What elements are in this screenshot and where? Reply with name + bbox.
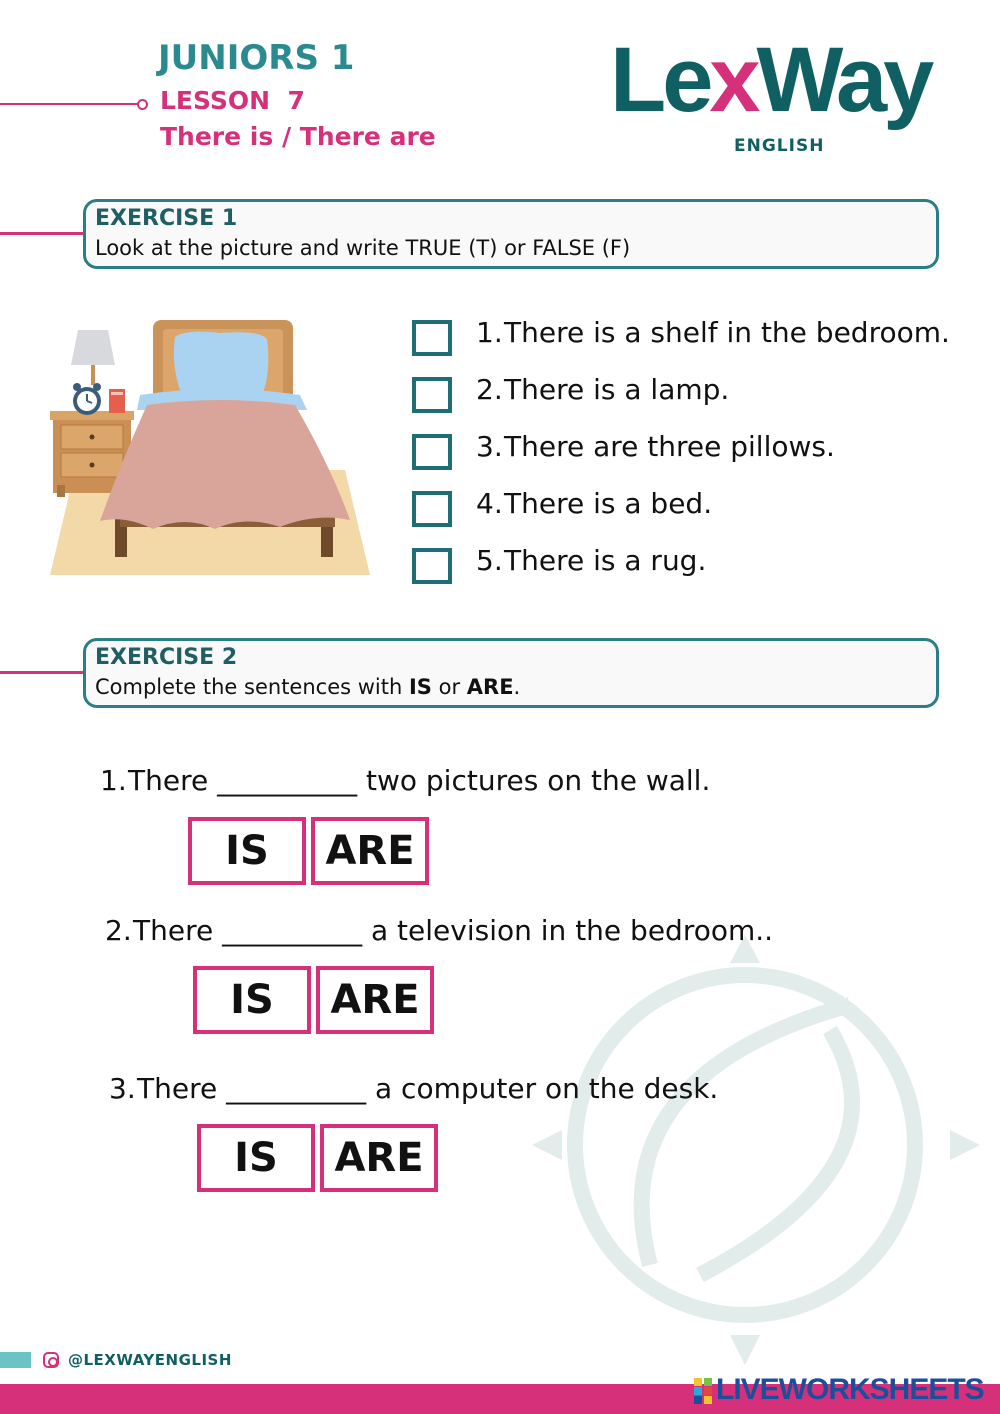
exercise2-title: EXERCISE 2 [95, 645, 238, 670]
exercise2-instruction: Complete the sentences with IS or ARE. [95, 675, 521, 699]
item-statement: There is a bed. [504, 487, 713, 520]
compass-watermark [530, 935, 985, 1375]
exercise2-decor-line [0, 671, 85, 674]
exercise1-header [83, 199, 939, 269]
item-number: 5. [476, 544, 503, 577]
option-are-button[interactable]: ARE [311, 817, 429, 885]
exercise1-instruction: Look at the picture and write TRUE (T) or FALSE (F) [95, 236, 631, 260]
footer-decor-block [0, 1352, 31, 1368]
option-is-button[interactable]: IS [193, 966, 311, 1034]
instagram-icon [43, 1352, 59, 1368]
liveworksheets-watermark: LIVEWORKSHEETS [716, 1373, 984, 1406]
level-title: JUNIORS 1 [158, 38, 355, 78]
question-sentence: 3.There __________ a computer on the desk. [109, 1072, 719, 1105]
item-number: 2. [476, 373, 503, 406]
item-number: 4. [476, 487, 503, 520]
logo-subtitle: ENGLISH [734, 136, 825, 156]
topic-title: There is / There are [160, 122, 436, 151]
header-decor-line [0, 103, 140, 105]
option-is-button[interactable]: IS [188, 817, 306, 885]
liveworksheets-icon [694, 1378, 712, 1404]
exercise2-header [83, 638, 939, 708]
item-statement: There is a rug. [504, 544, 707, 577]
item-number: 3. [476, 430, 503, 463]
lesson-title: LESSON 7 [160, 86, 305, 115]
option-are-button[interactable]: ARE [320, 1124, 438, 1192]
exercise1-decor-line [0, 232, 85, 235]
lexway-logo [610, 30, 960, 165]
answer-checkbox[interactable] [412, 377, 452, 413]
answer-checkbox[interactable] [412, 434, 452, 470]
answer-checkbox[interactable] [412, 491, 452, 527]
question-sentence: 1.There __________ two pictures on the wall. [100, 764, 711, 797]
bedroom-illustration [45, 315, 375, 580]
item-statement: There is a lamp. [504, 373, 730, 406]
logo-wordmark: LexWay [610, 29, 931, 131]
answer-checkbox[interactable] [412, 320, 452, 356]
header-decor-dot [137, 99, 148, 110]
item-statement: There is a shelf in the bedroom. [504, 316, 950, 349]
option-are-button[interactable]: ARE [316, 966, 434, 1034]
item-statement: There are three pillows. [504, 430, 835, 463]
question-sentence: 2.There __________ a television in the bedroom.. [105, 914, 774, 947]
social-handle: @LEXWAYENGLISH [68, 1351, 232, 1369]
exercise1-title: EXERCISE 1 [95, 206, 238, 231]
option-is-button[interactable]: IS [197, 1124, 315, 1192]
item-number: 1. [476, 316, 503, 349]
answer-checkbox[interactable] [412, 548, 452, 584]
